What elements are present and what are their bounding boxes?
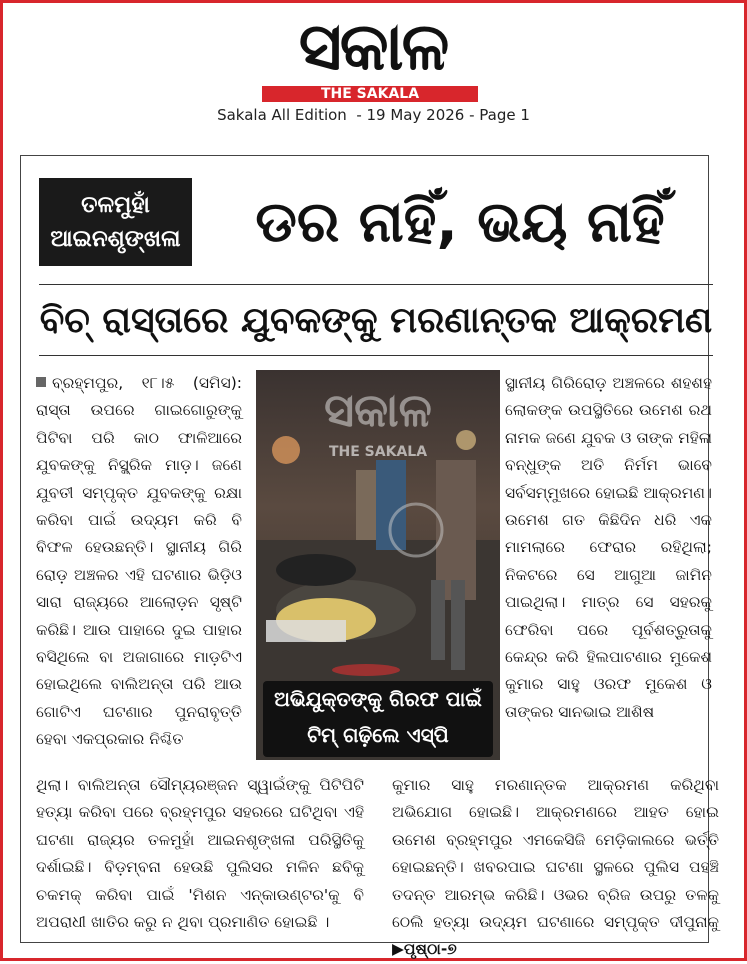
bullet-icon — [36, 377, 46, 387]
photo-caption-line-1: ଅଭିଯୁକ୍ତଙ୍କୁ ଗିରଫ ପାଇଁ — [274, 687, 482, 711]
dateline: ବ୍ରହ୍ମପୁର, ୧୮।୫ (ସମିସ): — [52, 374, 242, 392]
subheadline: ବିଚ୍ ରାସ୍ତାରେ ଯୁବକଙ୍କୁ ମରଣାନ୍ତକ ଆକ୍ରମଣ — [39, 300, 713, 341]
kicker-line-1: ତଳମୁହାଁ — [81, 192, 150, 218]
headline: ଡର ନାହିଁ, ଭୟ ନାହିଁ — [255, 190, 665, 255]
edition-line: Sakala All Edition - 19 May 2026 - Page 1 — [217, 106, 530, 124]
photo-caption — [263, 681, 493, 757]
kicker-box — [39, 178, 192, 266]
divider — [39, 284, 713, 285]
photo-watermark: ସକାଳ — [324, 383, 432, 437]
photo-watermark-subtitle: THE SAKALA — [328, 444, 428, 460]
bottom-right-block — [392, 772, 719, 964]
left-column-text: ରାସ୍ତା ଉପରେ ଗାଇଗୋରୁଙ୍କୁ ପିଟିବା ପରି କାଠ ଫାଳିଆରେ ଯୁବକଙ୍କୁ ନିସ୍କ୍ରିକ ମାଡ଼। ଜଣେ ଯୁବତୀ ସମ୍ପୃକ୍ତ ଯୁବକଙ୍କୁ ରକ୍ଷା କରିବା ପାଇଁ ଉଦ୍ୟମ କରି ବି ବିଫଳ ହେଉଛନ୍ତି। ସ୍ଥାନୀୟ ଗିରି ରୋଡ଼ ଅଞ୍ଚଳର ଏହି ଘଟଣାର ଭିଡ଼ିଓ ସାରା ରାଜ୍ୟରେ ଆଲୋଡ଼ନ ସୃଷ୍ଟି କରିଛି। ଆଉ ପାହାରେ ଦୁଇ ପାହାର ବସିଥିଲେ ବା ଅଜାଗାରେ ମାଡ଼ଟିଏ ହୋଇଥିଲେ ବାଲିଅନ୍ତା ପରି ଆଉ ଗୋଟିଏ ଘଟଣାର ପୁନରାବୃତ୍ତି ହେବା ଏକପ୍ରକାର ନିଶ୍ଚିତ — [36, 401, 242, 749]
bottom-left-text: ଥିଲା। ବାଲିଅନ୍ତା ସୌମ୍ୟରଞ୍ଜନ ସ୍ୱାଇଁଙ୍କୁ ପିଟିପିଟି ହତ୍ୟା କରିବା ପରେ ବ୍ରହ୍ମପୁର ସହରରେ ଘଟିଥିବା ଏହି ଘଟଣା ରାଜ୍ୟର ତଳମୁହାଁ ଆଇନଶୃଙ୍ଖଳା ପରିସ୍ଥିତିକୁ ଦର୍ଶାଇଛି। ବିଡ଼ମ୍ବନା ହେଉଛି ପୁଲିସର ମଳିନ ଛବିକୁ ଚକମକ୍ କରିବା ପାଇଁ 'ମିଶନ ଏନ୍‌କାଉଣ୍ଟର'କୁ ବି ଅପରାଧୀ ଖାତିର କରୁ ନ ଥିବା ପ୍ରମାଣିତ ହୋଇଛି । — [36, 776, 364, 932]
continued-on-page: ▶ପୃଷ୍ଠା-୭ — [392, 940, 457, 959]
kicker-line-2: ଆଇନଶୃଙ୍ଖଳା — [50, 226, 181, 252]
newspaper-logo: ସକାଳ — [298, 8, 448, 85]
left-column — [36, 370, 242, 754]
bottom-right-text: କୁମାର ସାହୁ ମରଣାନ୍ତକ ଆକ୍ରମଣ କରିଥିବା ଅଭିଯୋଗ ହୋଇଛି। ଆକ୍ରମଣରେ ଆହତ ହୋଇ ଉମେଶ ବ୍ରହ୍ମପୁର ଏମକେସିଜି ମେଡ଼ିକାଲରେ ଭର୍ତ୍ତି ହୋଇଛନ୍ତି। ଖବରପାଇ ଘଟଣା ସ୍ଥଳରେ ପୁଲିସ ପହଞ୍ଚି ତଦନ୍ତ ଆରମ୍ଭ କରିଛି। ଓଭର ବ୍ରିଜ ଉପରୁ ତଳକୁ ଠେଲି ହତ୍ୟା ଉଦ୍ୟମ ଘଟଣାରେ ସମ୍ପୃକ୍ତ ଦୀପୁନାକୁ — [392, 776, 719, 932]
right-column-text: ସ୍ଥାନୀୟ ଗିରିରୋଡ଼ ଅଞ୍ଚଳରେ ଶହଶହ ଲୋକଙ୍କ ଉପସ୍ଥିତିରେ ଉମେଶ ରଥ ନାମକ ଜଣେ ଯୁବକ ଓ ତାଙ୍କ ମହିଳା ବନ୍ଧୁଙ୍କ ଅତି ନିର୍ମମ ଭାବେ ସର୍ବସମ୍ମୁଖରେ ହୋଇଛି ଆକ୍ରମଣ। ଉମେଶ ଗତ କିଛିଦିନ ଧରି ଏକ ମାମଲାରେ ଫେରାର ରହିଥିଲା; ନିକଟରେ ସେ ଆଗୁଆ ଜାମିନ ପାଇଥିଲା। ମାତ୍ର ସେ ସହରକୁ ଫେରିବା ପରେ ପୂର୍ବଶତ୍ରୁତାକୁ କେନ୍ଦ୍ର କରି ହିଲପାଟଣାର ମୁକେଶ କୁମାର ସାହୁ ଓରଫ ମୁକେଶ ଓ ତାଙ୍କର ସାନଭାଇ ଆଶିଷ — [505, 374, 712, 721]
newspaper-logo-subtitle: THE SAKALA — [262, 86, 478, 102]
divider — [39, 355, 713, 356]
right-column — [505, 370, 712, 726]
photo-caption-line-2: ଟିମ୍ ଗଢ଼ିଲେ ଏସ୍‌ପି — [307, 723, 449, 747]
